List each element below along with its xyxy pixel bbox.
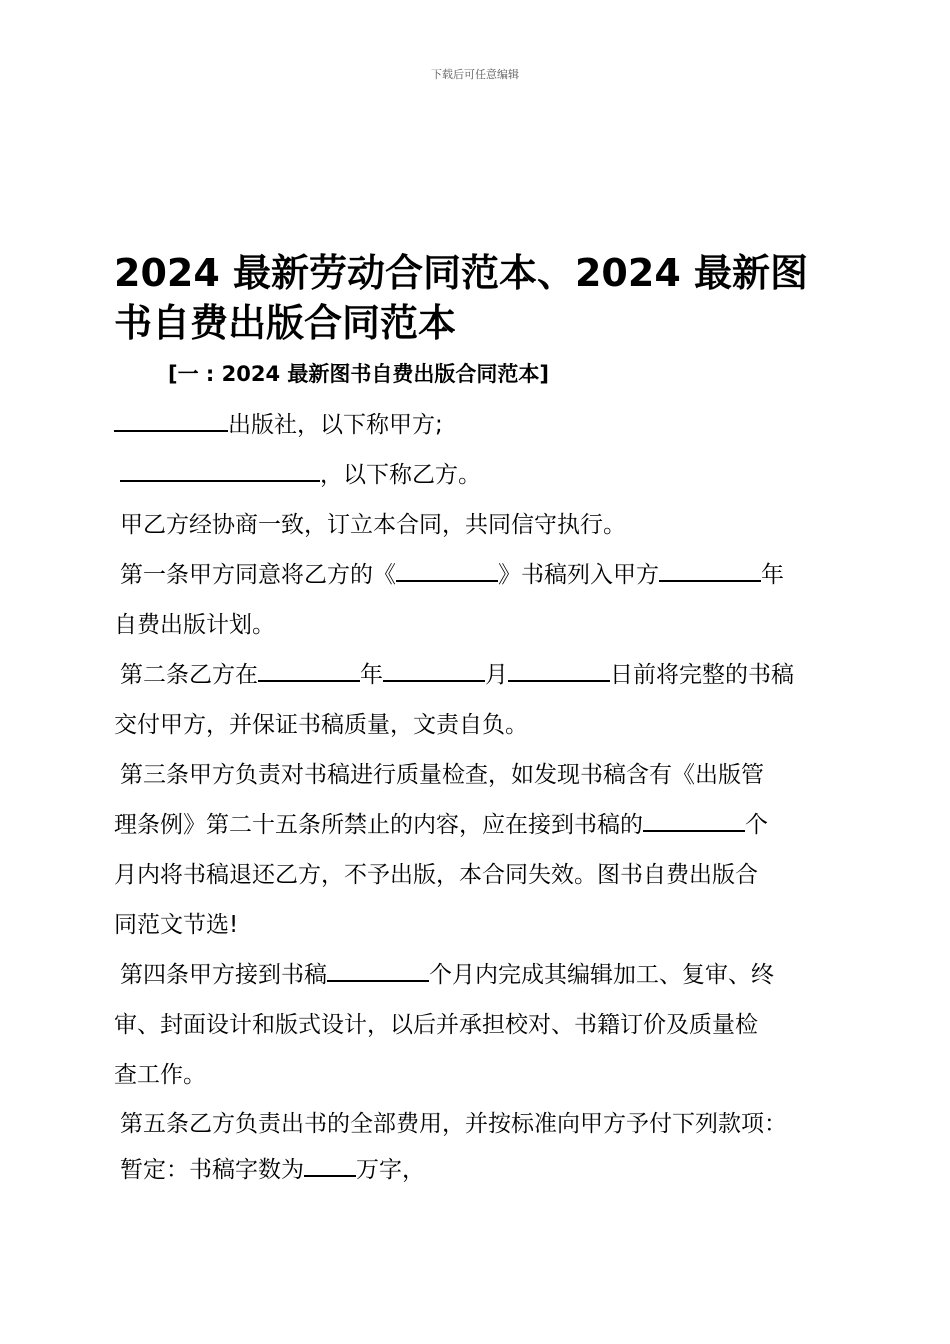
paragraph-intro: 甲乙方经协商一致，订立本合同，共同信守执行。	[120, 512, 626, 538]
article-5-line-2: 暂定：书稿字数为 万字，	[120, 1157, 425, 1183]
contract-body	[114, 400, 844, 1192]
blank-field	[508, 662, 610, 682]
article-1-line-2: 自费出版计划。	[114, 612, 275, 638]
article-3-line-2: 理条例》第二十五条所禁止的内容，应在接到书稿的 个	[114, 812, 768, 838]
article-4-line-2: 审、封面设计和版式设计，以后并承担校对、书籍订价及质量检	[114, 1012, 758, 1038]
article-2-line-1: 第二条乙方在 年 月 日前将完整的书稿	[120, 662, 794, 688]
article-3-line-3: 月内将书稿退还乙方，不予出版，本合同失效。图书自费出版合	[114, 862, 758, 888]
blank-field	[643, 812, 745, 832]
blank-field	[114, 412, 228, 432]
article-3-line-4: 同范文节选!	[114, 912, 239, 938]
blank-field	[659, 562, 761, 582]
blank-field	[304, 1157, 356, 1177]
section-subtitle: [一 : 2024 最新图书自费出版合同范本]	[168, 362, 549, 386]
article-3-line-1: 第三条甲方负责对书稿进行质量检查，如发现书稿含有《出版管	[120, 762, 764, 788]
document-title: 2024 最新劳动合同范本、2024 最新图书自费出版合同范本	[114, 251, 808, 345]
page-header: 下载后可任意编辑	[431, 68, 519, 81]
article-5-line-1: 第五条乙方负责出书的全部费用，并按标准向甲方予付下列款项：	[120, 1111, 787, 1137]
blank-field	[120, 462, 320, 482]
article-4-line-3: 查工作。	[114, 1062, 206, 1088]
line-party-a: 出版社，以下称甲方;	[114, 400, 844, 450]
article-1-line-1: 第一条甲方同意将乙方的《 》书稿列入甲方 年	[120, 562, 784, 588]
blank-field	[327, 962, 429, 982]
blank-field	[258, 662, 360, 682]
article-2-line-2: 交付甲方，并保证书稿质量，文责自负。	[114, 712, 528, 738]
article-4-line-1: 第四条甲方接到书稿 个月内完成其编辑加工、复审、终	[120, 962, 774, 988]
blank-field	[383, 662, 485, 682]
line-party-b: ，以下称乙方。	[114, 450, 844, 500]
blank-field	[396, 562, 498, 582]
